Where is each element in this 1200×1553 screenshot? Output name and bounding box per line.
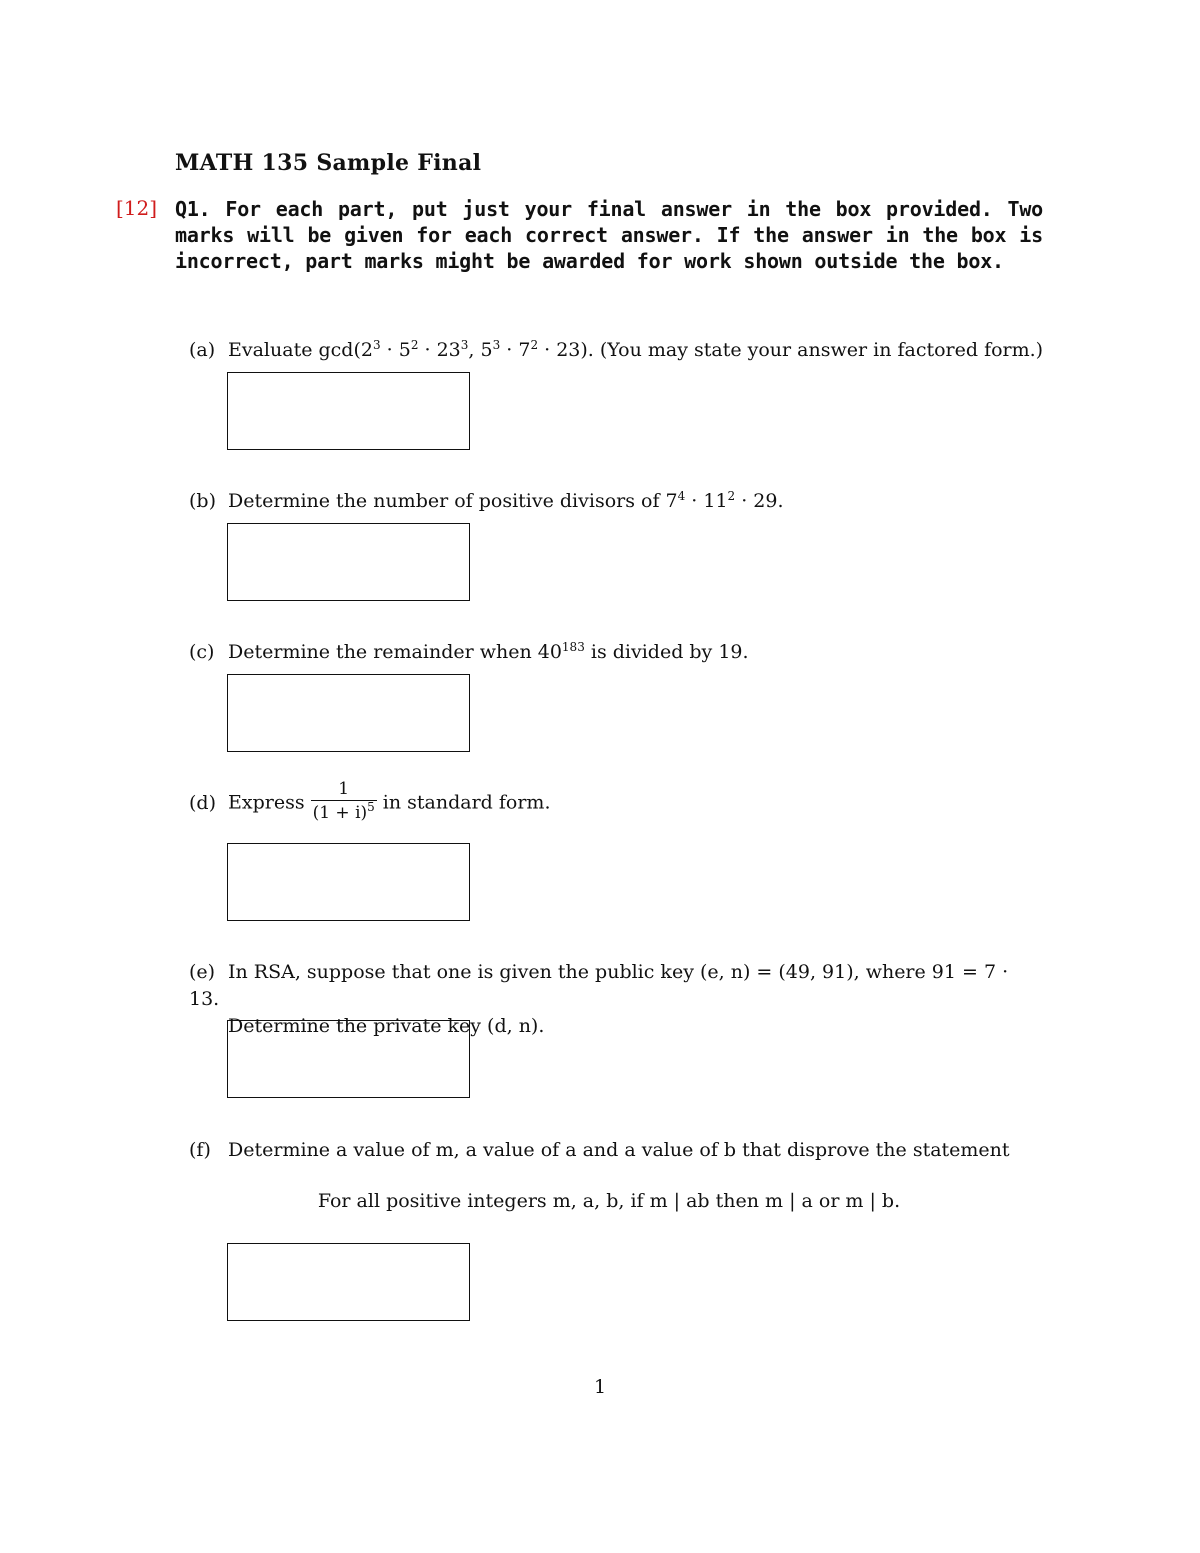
part-a-text: Evaluate $\gcd(2^3 \cdot 5^2 \cdot 23^3$, $5^3 \cdot 7^2 \cdot 23$). (You may state your answer in factored form.) (228, 338, 1044, 361)
fraction-numerator: 1 (338, 779, 350, 799)
part-d-post: in standard form. (382, 791, 551, 814)
answer-box-c[interactable] (227, 674, 470, 752)
part-f (189, 1137, 1010, 1164)
part-d-label: (d) (189, 791, 216, 814)
part-f-text: Determine a value of m, a value of a and a value of b that disprove the statement (228, 1139, 1010, 1161)
part-e-label: (e) (189, 961, 216, 983)
part-f-statement: For all positive integers m, a, b, if m | ab then m | a or m | b. (317, 1190, 901, 1212)
exam-title: MATH 135 Sample Final (175, 150, 482, 176)
part-d (189, 780, 551, 827)
part-f-label: (f) (189, 1139, 211, 1161)
part-c-label: (c) (189, 641, 215, 663)
question-1-instructions: Q1. For each part, put just your final answer in the box provided. Two marks will be given for each correct answer. If the answer in the box is incorrect, part marks might be awarded for work shown outside the box. (175, 197, 1043, 273)
part-b-text: Determine the number of positive divisors of $7^4 \cdot 11^2 \cdot 29$. (228, 489, 784, 512)
answer-box-b[interactable] (227, 523, 470, 601)
part-e-line2: Determine the private key (d, n). (228, 1015, 545, 1037)
answer-box-d[interactable] (227, 843, 470, 921)
fraction (311, 778, 377, 825)
part-a-label: (a) (189, 339, 216, 361)
marks-label: [12] (116, 196, 158, 220)
part-e-line1: In RSA, suppose that one is given the public key (e, n) = (49, 91), where 91 = 7 · 13. (189, 961, 1009, 1010)
fraction-denominator: $(1 + i)^5$ (312, 800, 375, 823)
answer-box-e[interactable] (227, 1020, 470, 1098)
part-b-label: (b) (189, 490, 216, 512)
answer-box-f[interactable] (227, 1243, 470, 1321)
part-b (189, 488, 784, 515)
part-d-pre: Express (228, 791, 305, 814)
part-c (189, 639, 749, 666)
answer-box-a[interactable] (227, 372, 470, 450)
part-c-text: Determine the remainder when $40^{183}$ is divided by 19. (228, 640, 749, 663)
page-number: 1 (593, 1376, 607, 1398)
part-a (189, 337, 1043, 364)
